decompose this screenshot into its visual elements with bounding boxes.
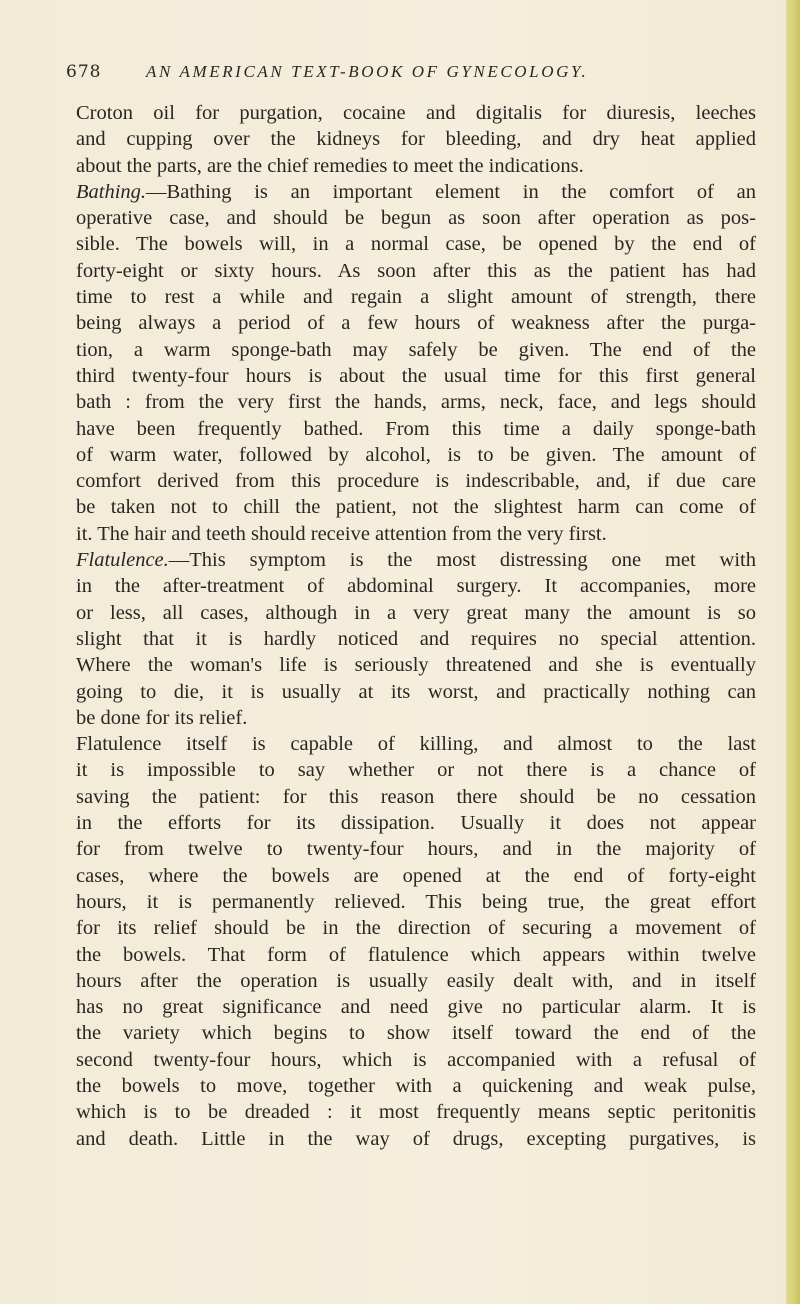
line-text: Where the woman's life is seriously threatened and she is eventually	[76, 654, 756, 677]
section-heading: Bathing.	[76, 180, 147, 203]
text-line	[76, 547, 756, 573]
line-text: forty-eight or sixty hours. As soon after this as the patient has had	[76, 259, 756, 282]
line-text: has no great significance and need give no particular alarm. It is	[76, 996, 756, 1019]
line-text: cases, where the bowels are opened at the end of forty-eight	[76, 864, 756, 887]
line-text: second twenty-four hours, which is accompanied with a refusal of	[76, 1048, 756, 1071]
line-text: being always a period of a few hours of weakness after the purga-	[76, 312, 756, 335]
text-line	[76, 363, 756, 389]
text-line	[76, 863, 756, 889]
line-text: time to rest a while and regain a slight amount of strength, there	[76, 286, 756, 309]
text-line	[76, 1020, 756, 1046]
line-text: slight that it is hardly noticed and requires no special attention.	[76, 627, 756, 650]
text-line	[76, 915, 756, 941]
line-text: —Bathing is an important element in the comfort of an	[146, 180, 756, 203]
line-text: of warm water, followed by alcohol, is to be given. The amount of	[76, 443, 756, 466]
line-text: Croton oil for purgation, cocaine and digitalis for diuresis, leeches	[76, 102, 756, 124]
line-text: operative case, and should be begun as soon after operation as pos-	[76, 207, 756, 230]
line-text: the bowels to move, together with a quickening and weak pulse,	[76, 1074, 756, 1097]
line-text: and cupping over the kidneys for bleeding, and dry heat applied	[76, 128, 756, 151]
line-text: hours, it is permanently relieved. This being true, the great effort	[76, 890, 756, 913]
line-text: have been frequently bathed. From this time a daily sponge-bath	[76, 417, 756, 440]
text-line	[76, 810, 756, 836]
text-line	[76, 179, 756, 205]
line-text: bath : from the very first the hands, arms, neck, face, and legs should	[76, 391, 756, 414]
running-head: AN AMERICAN TEXT-BOOK OF GYNECOLOGY.	[146, 62, 589, 81]
text-line	[76, 284, 756, 310]
text-line	[76, 573, 756, 599]
text-line	[76, 389, 756, 415]
line-text: hours after the operation is usually easily dealt with, and in itself	[76, 969, 756, 992]
page-number: 678	[66, 62, 102, 82]
line-text: going to die, it is usually at its worst, and practically nothing can	[76, 680, 756, 703]
section-heading: Flatulence.	[76, 549, 169, 572]
text-line	[76, 679, 756, 705]
page-header	[66, 62, 766, 90]
line-text: or less, all cases, although in a very great many the amount is so	[76, 601, 756, 624]
text-line	[76, 468, 756, 494]
page-edge-strip	[786, 0, 800, 1304]
text-line	[76, 600, 756, 626]
text-line	[76, 942, 756, 968]
line-text: third twenty-four hours is about the usual time for this first general	[76, 364, 756, 387]
text-line	[76, 205, 756, 231]
text-line	[76, 1073, 756, 1099]
body-text	[76, 100, 756, 1152]
text-line	[76, 731, 756, 757]
line-text: comfort derived from this procedure is indescribable, and, if due care	[76, 470, 756, 493]
line-text: in the efforts for its dissipation. Usually it does not appear	[76, 812, 756, 835]
text-line	[76, 231, 756, 257]
line-text: the bowels. That form of flatulence which appears within twelve	[76, 943, 756, 966]
line-text: and death. Little in the way of drugs, excepting purgatives, is	[76, 1127, 756, 1150]
line-text: saving the patient: for this reason there should be no cessation	[76, 785, 756, 808]
text-line	[76, 836, 756, 862]
text-line	[76, 705, 756, 731]
line-text: which is to be dreaded : it most frequently means septic peritonitis	[76, 1101, 756, 1124]
text-line	[76, 416, 756, 442]
line-text: for its relief should be in the direction of securing a movement of	[76, 917, 756, 940]
text-line	[76, 968, 756, 994]
text-line	[76, 1047, 756, 1073]
text-line	[76, 757, 756, 783]
line-text: the variety which begins to show itself toward the end of the	[76, 1022, 756, 1045]
line-text: —This symptom is the most distressing one met with	[168, 549, 756, 572]
text-line	[76, 153, 756, 179]
line-text: be done for its relief.	[76, 706, 248, 729]
text-line	[76, 1099, 756, 1125]
line-text: in the after-treatment of abdominal surgery. It accompanies, more	[76, 575, 756, 598]
line-text: it. The hair and teeth should receive attention from the very first.	[76, 522, 607, 545]
text-line	[76, 626, 756, 652]
text-line	[76, 126, 756, 152]
text-line	[76, 258, 756, 284]
line-text: tion, a warm sponge-bath may safely be given. The end of the	[76, 338, 756, 361]
text-line	[76, 889, 756, 915]
line-text: for from twelve to twenty-four hours, and in the majority of	[76, 838, 756, 861]
line-text: sible. The bowels will, in a normal case, be opened by the end of	[76, 233, 756, 256]
text-line	[76, 784, 756, 810]
text-line	[76, 1126, 756, 1152]
text-line	[76, 442, 756, 468]
line-text: Flatulence itself is capable of killing, and almost to the last	[76, 733, 756, 756]
text-line	[76, 337, 756, 363]
text-line	[76, 100, 756, 126]
text-line	[76, 994, 756, 1020]
line-text: it is impossible to say whether or not there is a chance of	[76, 759, 756, 782]
line-text: about the parts, are the chief remedies to meet the indications.	[76, 154, 584, 177]
text-line	[76, 521, 756, 547]
text-line	[76, 494, 756, 520]
text-line	[76, 310, 756, 336]
line-text: be taken not to chill the patient, not the slightest harm can come of	[76, 496, 756, 519]
text-line	[76, 652, 756, 678]
